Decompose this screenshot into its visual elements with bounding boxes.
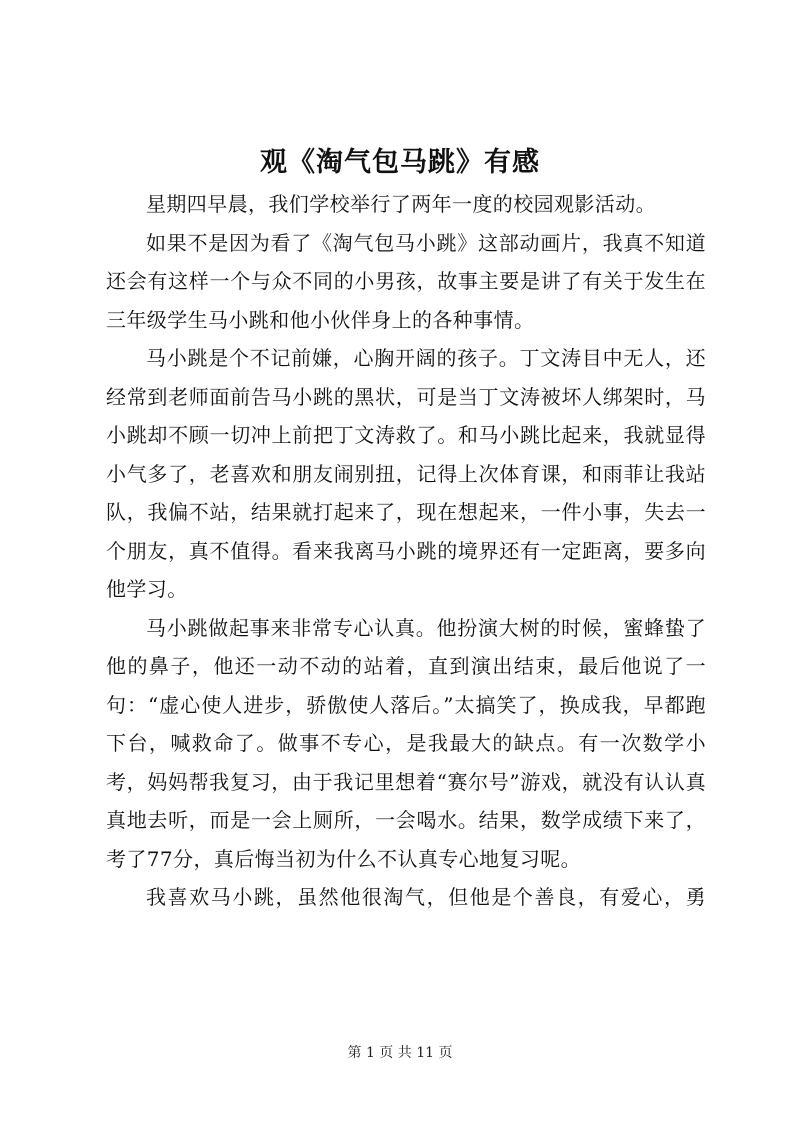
paragraph-1: 星期四早晨，我们学校举行了两年一度的校园观影活动。 <box>146 192 656 216</box>
document-title: 观《淘气包马跳》有感 <box>260 147 540 178</box>
document-body <box>106 185 706 917</box>
page-footer: 第 1 页 共 11 页 <box>347 1045 453 1061</box>
paragraph-2: 如果不是因为看了《淘气包马小跳》这部动画片，我真不知道还会有这样一个与众不同的小男孩，故事主要是讲了有关于发生在三年级学生马小跳和他小伙伴身上的各种事情。 <box>106 230 706 332</box>
paragraph-4: 马小跳做起事来非常专心认真。他扮演大树的时候，蜜蜂蛰了他的鼻子，他还一动不动的站着，直到演出结束，最后他说了一句：“虚心使人进步，骄傲使人落后。”太搞笑了，换成我，早都跑下台，喊救命了。做事不专心，是我最大的缺点。有一次数学小考，妈妈帮我复习，由于我记里想着“赛尔号”游戏，就没有认认真真地去听，而是一会上厕所，一会喝水。结果，数学成绩下来了，考了77分，真后悔当初为什么不认真专心地复习呢。 <box>106 615 706 871</box>
paragraph-5: 我喜欢马小跳，虽然他很淘气，但他是个善良，有爱心，勇 <box>146 885 706 909</box>
paragraph-3: 马小跳是个不记前嫌，心胸开阔的孩子。丁文涛目中无人，还经常到老师面前告马小跳的黑状，可是当丁文涛被坏人绑架时，马小跳却不顾一切冲上前把丁文涛救了。和马小跳比起来，我就显得小气多了，老喜欢和朋友闹别扭，记得上次体育课，和雨菲让我站队，我偏不站，结果就打起来了，现在想起来，一件小事，失去一个朋友，真不值得。看来我离马小跳的境界还有一定距离，要多向他学习。 <box>106 346 706 601</box>
